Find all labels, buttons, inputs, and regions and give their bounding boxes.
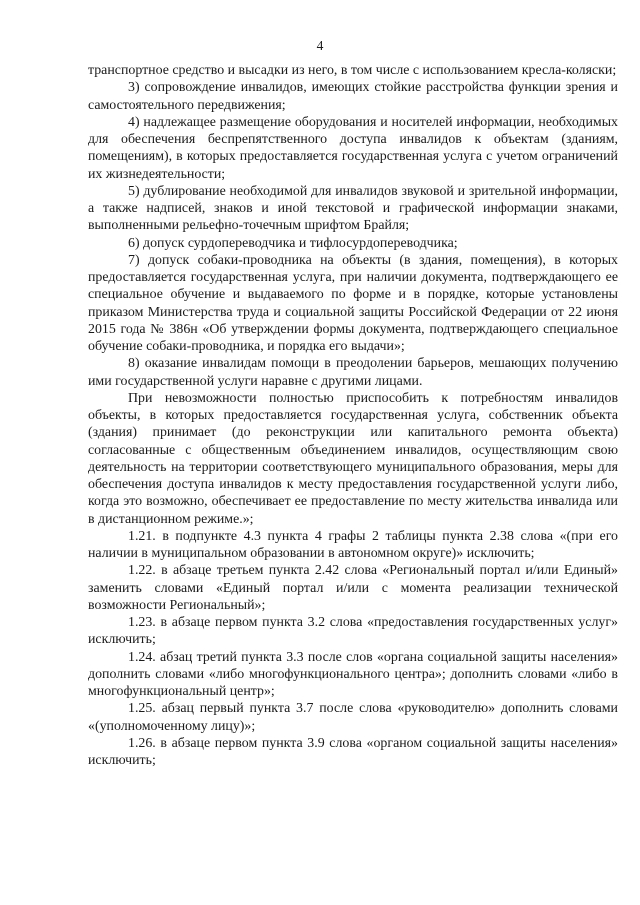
paragraph-1-24: 1.24. абзац третий пункта 3.3 после слов «органа социальной защиты населения» дополнить словами «либо многофункционального центра»; дополнить словами «либо в многофункциональный центр»; <box>88 649 618 699</box>
paragraph-1-22: 1.22. в абзаце третьем пункта 2.42 слова «Региональный портал и/или Единый» заменить словами «Единый портал и/или с момента реализации технической возможности Региональный»; <box>88 563 618 613</box>
paragraph-impossibility-clause: При невозможности полностью приспособить к потребностям инвалидов объекты, в которых предоставляется государственная услуга, собственник объекта (здания) принимает (до реконструкции или капитального ремонта объекта) согласованные с общественным объединением инвалидов, осуществляющим свою деятельность на территории соответствующего муниципального образования, меры для обеспечения доступа инвалидов к месту предоставления государственной услуги либо, когда это возможно, обеспечивает ее предоставление по месту жительства инвалида или в дистанционном режиме.»; <box>88 390 618 527</box>
paragraph-continuation: транспортное средство и высадки из него, в том числе с использованием кресла-коляски; <box>88 63 617 78</box>
paragraph-item-8: 8) оказание инвалидам помощи в преодолении барьеров, мешающих получению ими государственной услуги наравне с другими лицами. <box>88 356 618 389</box>
paragraph-1-23: 1.23. в абзаце первом пункта 3.2 слова «предоставления государственных услуг» исключить; <box>88 615 618 648</box>
paragraph-item-7: 7) допуск собаки-проводника на объекты (в здания, помещения), в которых предоставляется государственная услуга, при наличии документа, подтверждающего ее специальное обучение и выдаваемого по форме и в порядке, которые установлены приказом Министерства труда и социальной защиты Российской Федерации от 22 июня 2015 года № 386н «Об утверждении формы документа, подтверждающего специальное обучение собаки-проводника, и порядка его выдачи»; <box>88 252 618 354</box>
paragraph-item-3: 3) сопровождение инвалидов, имеющих стойкие расстройства функции зрения и самостоятельного передвижения; <box>88 80 618 113</box>
paragraph-item-4: 4) надлежащее размещение оборудования и носителей информации, необходимых для обеспечения беспрепятственного доступа инвалидов к объектам (зданиям, помещениям), в которых предоставляется государственная услуга с учетом ограничений их жизнедеятельности; <box>88 114 618 182</box>
paragraph-1-25: 1.25. абзац первый пункта 3.7 после слова «руководителю» дополнить словами «(уполномоченному лицу)»; <box>88 701 618 734</box>
paragraph-item-5: 5) дублирование необходимой для инвалидов звуковой и зрительной информации, а также надписей, знаков и иной текстовой и графической информации знаками, выполненными рельефно-точечным шрифтом Брайля; <box>88 183 618 234</box>
page-number: 4 <box>316 38 324 53</box>
document-body <box>88 62 618 769</box>
paragraph-1-26: 1.26. в абзаце первом пункта 3.9 слова «органом социальной защиты населения» исключить; <box>88 735 618 768</box>
paragraph-item-6: 6) допуск сурдопереводчика и тифлосурдопереводчика; <box>128 235 458 251</box>
paragraph-1-21: 1.21. в подпункте 4.3 пункта 4 графы 2 таблицы пункта 2.38 слова «(при его наличии в муниципальном образовании в автономном округе)» исключить; <box>88 528 618 561</box>
